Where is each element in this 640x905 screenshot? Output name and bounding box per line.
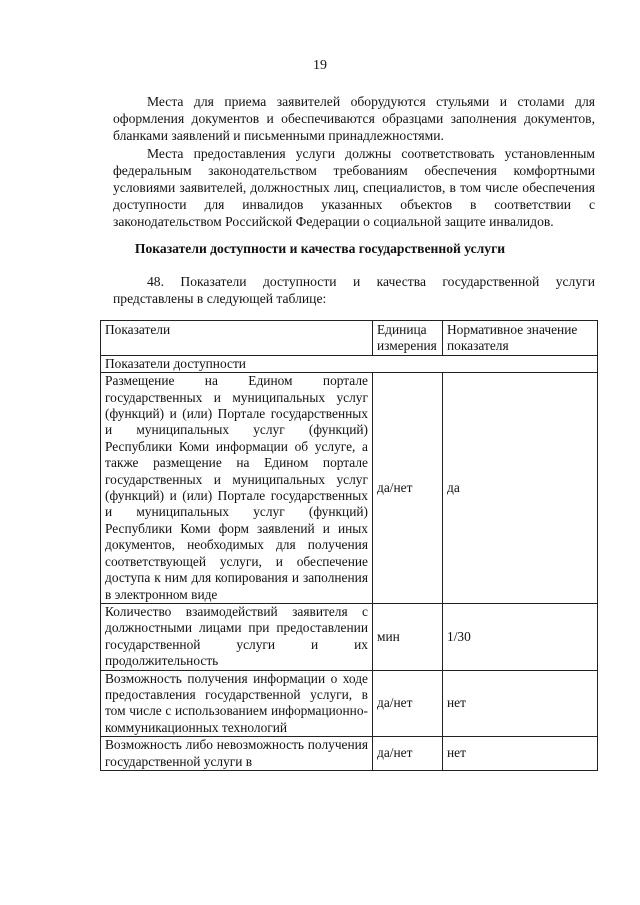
table-row (101, 737, 598, 771)
paragraph-48-block (113, 273, 595, 307)
value-cell: 1/30 (443, 603, 598, 670)
table-row (101, 603, 598, 670)
unit-cell: да/нет (373, 737, 443, 771)
unit-cell: да/нет (373, 373, 443, 604)
unit-cell: да/нет (373, 670, 443, 737)
header-indicators: Показатели (101, 321, 373, 356)
indicator-cell: Возможность либо невозможность получения государственной услуги в (101, 737, 373, 771)
value-cell: нет (443, 737, 598, 771)
indicator-cell: Возможность получения информации о ходе предоставления государственной услуги, в том числе с использованием информационно-коммуникационных технологий (101, 670, 373, 737)
indicator-cell: Размещение на Едином портале государственных и муниципальных услуг (функций) и (или) Портале государственных и муниципальных услуг (функций) Республики Коми информации об услуге, а также размещение на Едином портале государственных и муниципальных услуг (функций) и (или) Портале государственных и муниципальных услуг (функций) Республики Коми форм заявлений и иных документов, необходимых для получения соответствующей услуги, и обеспечение доступа к ним для копирования и заполнения в электронном виде (101, 373, 373, 604)
value-cell: нет (443, 670, 598, 737)
header-unit: Единица измерения (373, 321, 443, 356)
value-cell: да (443, 373, 598, 604)
header-norm-value: Нормативное значение показателя (443, 321, 598, 356)
paragraph-48: 48. Показатели доступности и качества государственной услуги представлены в следующей таблице: (113, 274, 595, 307)
section-title-cell: Показатели доступности (101, 355, 598, 372)
paragraph-seating: Места для приема заявителей оборудуются стульями и столами для оформления документов и обеспечиваются образцами заполнения документов, бланками заявлений и письменными принадлежностями. (113, 94, 595, 144)
unit-cell: мин (373, 603, 443, 670)
table-header-row (101, 321, 598, 356)
table-section-row (101, 355, 598, 372)
table-row (101, 373, 598, 604)
indicators-table (100, 320, 598, 771)
paragraph-accessibility: Места предоставления услуги должны соответствовать установленным федеральным законодательством требованиям обеспечения комфортными условиями заявителей, должностных лиц, специалистов, в том числе обеспечения доступности для инвалидов указанных объектов в соответствии с законодательством Российской Федерации о социальной защите инвалидов. (113, 145, 595, 230)
table-row (101, 670, 598, 737)
intro-paragraphs (113, 93, 595, 231)
page-number: 19 (313, 58, 327, 73)
indicator-cell: Количество взаимодействий заявителя с должностными лицами при предоставлении государственной услуги и их продолжительность (101, 603, 373, 670)
section-heading: Показатели доступности и качества государственной услуги (134, 241, 506, 256)
